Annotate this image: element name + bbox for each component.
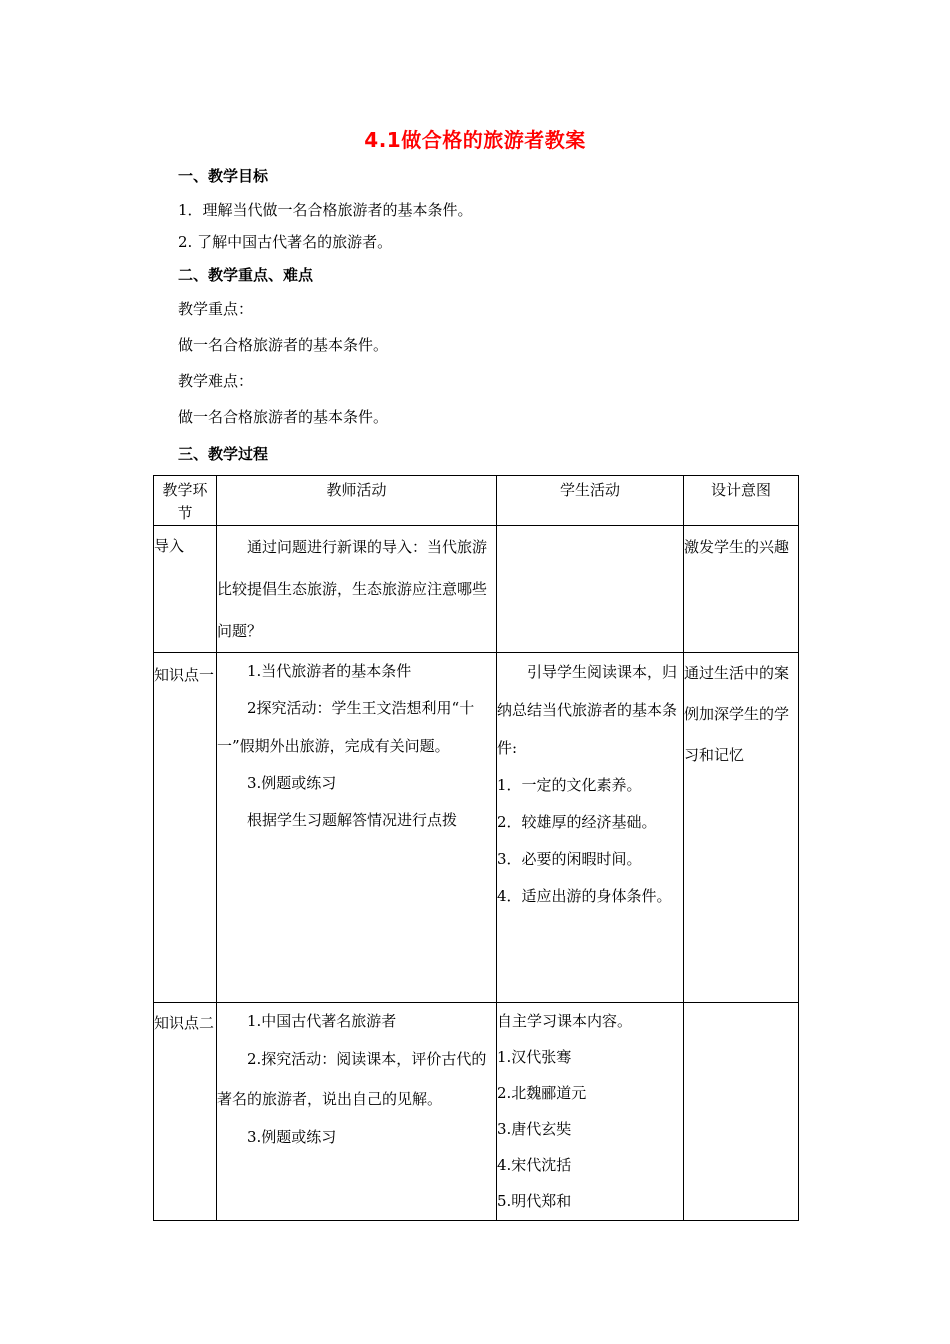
student-text: 5.明代郑和: [497, 1192, 572, 1210]
document-title: 4.1做合格的旅游者教案: [364, 128, 586, 152]
key-point-text: 做一名合格旅游者的基本条件。: [178, 336, 389, 354]
teacher-cell: [217, 1003, 497, 1221]
stage-cell: [154, 526, 217, 653]
lesson-process-table: [153, 475, 799, 1221]
student-cell: [497, 653, 684, 1003]
stage-label: 知识点二: [154, 1014, 215, 1032]
teacher-text: 1.当代旅游者的基本条件: [247, 662, 412, 680]
section-heading-objectives: 一、教学目标: [178, 167, 269, 185]
header-stage-label: 教学环节: [162, 481, 208, 522]
key-point-label: 教学重点：: [178, 300, 254, 318]
table-row: [154, 653, 799, 1003]
table-header-row: [154, 476, 799, 526]
teacher-text: 3.例题或练习: [247, 774, 337, 792]
objective-item-2: 2. 了解中国古代著名的旅游者。: [178, 233, 393, 251]
student-text: 2．较雄厚的经济基础。: [497, 813, 657, 831]
teacher-cell: [217, 653, 497, 1003]
student-cell: [497, 526, 684, 653]
student-text: 自主学习课本内容。: [497, 1012, 633, 1030]
teacher-text: 1.中国古代著名旅游者: [247, 1012, 397, 1030]
header-intent-label: 设计意图: [710, 481, 771, 499]
header-intent: [684, 476, 799, 526]
intent-cell: [684, 1003, 799, 1221]
student-text: 4．适应出游的身体条件。: [497, 887, 672, 905]
teacher-text: 2.探究活动：阅读课本，评价古代的著名的旅游者，说出自己的见解。: [217, 1050, 487, 1108]
intent-text: 激发学生的兴趣: [684, 538, 790, 556]
section-heading-process: 三、教学过程: [178, 445, 269, 463]
teacher-text: 根据学生习题解答情况进行点拨: [247, 811, 458, 829]
header-student-label: 学生活动: [559, 481, 620, 499]
stage-cell: [154, 653, 217, 1003]
intent-cell: [684, 653, 799, 1003]
intent-text: [684, 1003, 798, 1039]
teacher-text: 3.例题或练习: [247, 1128, 337, 1146]
section-heading-key-points: 二、教学重点、难点: [178, 266, 314, 284]
header-student: [497, 476, 684, 526]
header-stage: [154, 476, 217, 526]
difficulty-text: 做一名合格旅游者的基本条件。: [178, 408, 389, 426]
student-text: 1.汉代张骞: [497, 1048, 572, 1066]
student-text: 3.唐代玄奘: [497, 1120, 572, 1138]
table-row: [154, 526, 799, 653]
student-text: 1．一定的文化素养。: [497, 776, 642, 794]
stage-label: 知识点一: [154, 666, 215, 684]
stage-label: 导入: [154, 537, 185, 555]
header-teacher: [217, 476, 497, 526]
student-text: 3．必要的闲暇时间。: [497, 850, 642, 868]
intent-cell: [684, 526, 799, 653]
header-teacher-label: 教师活动: [326, 481, 387, 499]
student-text: 引导学生阅读课本，归纳总结当代旅游者的基本条件:: [497, 663, 678, 757]
table-row: [154, 1003, 799, 1221]
student-text: 4.宋代沈括: [497, 1156, 572, 1174]
teacher-cell: [217, 526, 497, 653]
difficulty-label: 教学难点：: [178, 372, 254, 390]
objective-item-1: 1．理解当代做一名合格旅游者的基本条件。: [178, 201, 473, 219]
teacher-text: 通过问题进行新课的导入：当代旅游比较提倡生态旅游，生态旅游应注意哪些问题？: [217, 538, 488, 640]
intent-text: 通过生活中的案例加深学生的学习和记忆: [684, 664, 790, 764]
student-text: 2.北魏郦道元: [497, 1084, 587, 1102]
student-cell: [497, 1003, 684, 1221]
teacher-text: 2探究活动：学生王文浩想利用“十一”假期外出旅游，完成有关问题。: [217, 699, 475, 755]
stage-cell: [154, 1003, 217, 1221]
